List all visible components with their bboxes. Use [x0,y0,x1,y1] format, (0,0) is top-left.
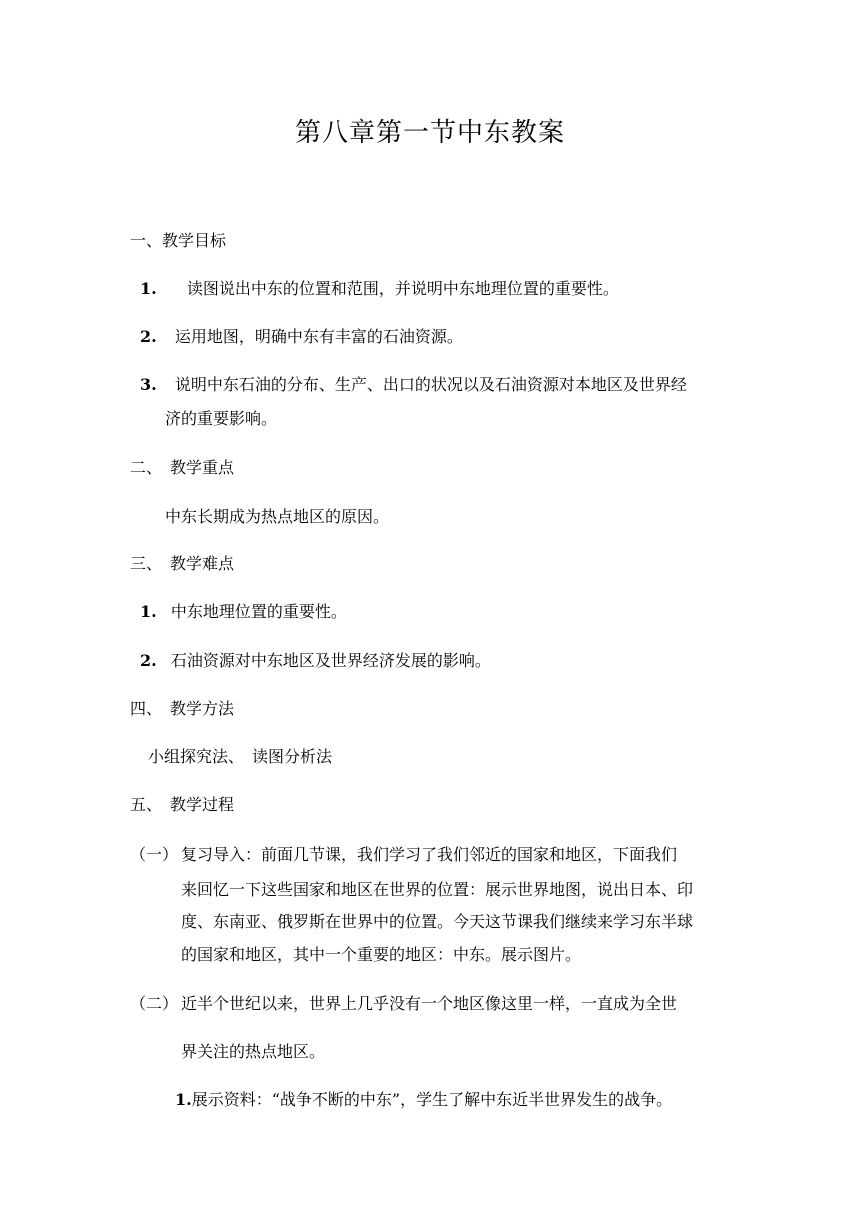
item-text: 中东地理位置的重要性。 [170,602,347,621]
item-text: 展示资料：“战争不断的中东”，学生了解中东近半世界发生的战争。 [191,1090,673,1109]
process-step-2-subitem-1 [175,1090,672,1110]
process-step-1-line-2: 来回忆一下这些国家和地区在世界的位置：展示世界地图，说出日本、印 [181,880,694,899]
objective-item-3 [140,375,687,395]
section-heading-process: 五、 教学过程 [130,795,235,814]
item-text: 读图说出中东的位置和范围，并说明中东地理位置的重要性。 [186,279,619,298]
process-step-1-line-4: 的国家和地区，其中一个重要的地区：中东。展示图片。 [181,945,582,964]
difficulty-item-2 [140,651,491,671]
process-step-1-line-3: 度、东南亚、俄罗斯在世界中的位置。今天这节课我们继续来学习东半球 [181,912,694,931]
key-points-text: 中东长期成为热点地区的原因。 [165,507,390,526]
process-step-1-label: （一） [130,845,179,864]
section-heading-key-points: 二、 教学重点 [130,458,235,477]
process-step-2-line-2: 界关注的热点地区。 [181,1042,326,1061]
item-number: 2. [140,327,157,346]
objective-item-3-continuation: 济的重要影响。 [165,409,278,428]
item-number: 1. [175,1090,192,1109]
process-step-1-line-1: 复习导入：前面几节课，我们学习了我们邻近的国家和地区，下面我们 [181,845,678,864]
item-text: 说明中东石油的分布、生产、出口的状况以及石油资源对本地区及世界经 [174,375,687,394]
item-number: 2. [140,651,157,670]
objective-item-1 [140,279,619,299]
section-heading-difficulties: 三、 教学难点 [130,554,235,573]
section-heading-methods: 四、 教学方法 [130,699,235,718]
difficulty-item-1 [140,602,347,622]
item-text: 运用地图，明确中东有丰富的石油资源。 [174,327,463,346]
item-number: 1. [140,602,157,621]
section-heading-objectives: 一、教学目标 [130,231,227,250]
objective-item-2 [140,327,463,347]
item-number: 3. [140,375,157,394]
item-text: 石油资源对中东地区及世界经济发展的影响。 [170,651,491,670]
process-step-2-label: （二） [130,994,179,1013]
document-title: 第八章第一节中东教案 [294,118,565,148]
process-step-2-line-1: 近半个世纪以来，世界上几乎没有一个地区像这里一样，一直成为全世 [181,994,678,1013]
item-number: 1. [140,279,157,298]
methods-text: 小组探究法、 读图分析法 [148,747,333,766]
